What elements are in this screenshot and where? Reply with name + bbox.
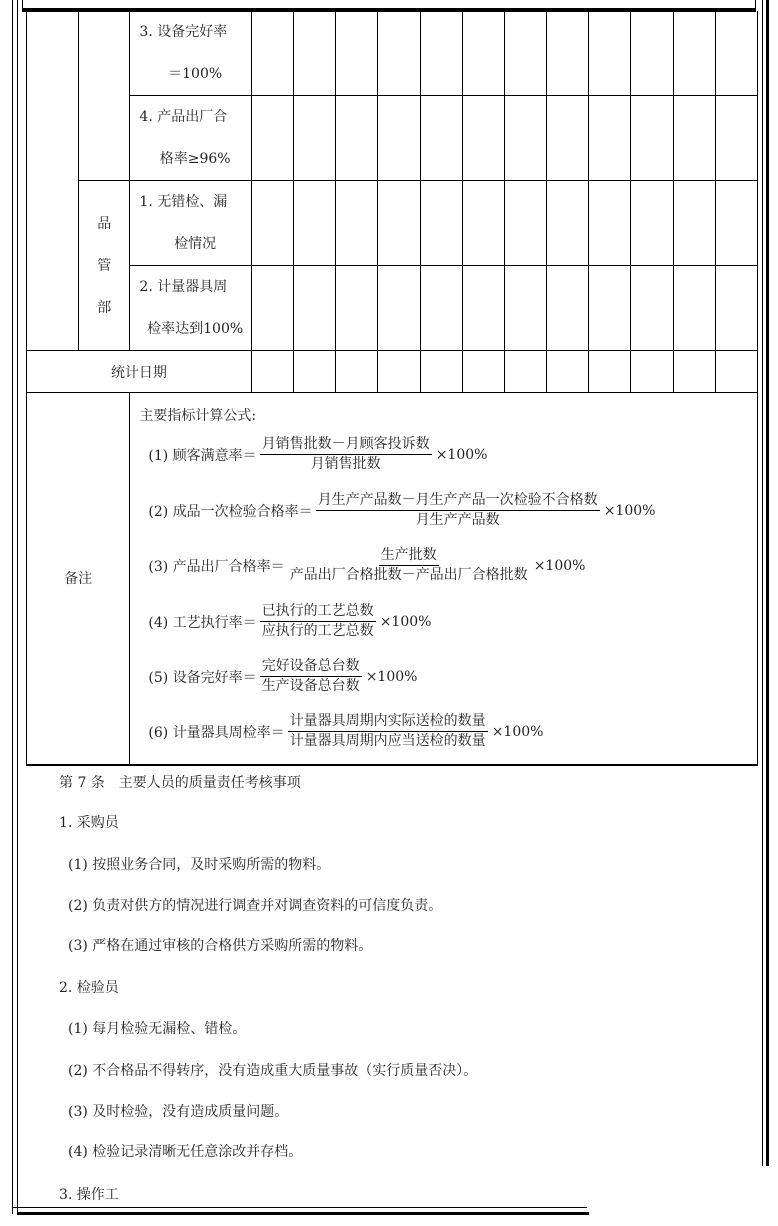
list-item: (4) 检验记录清晰无任意涂改并存档。 bbox=[68, 1144, 303, 1160]
table-row bbox=[27, 266, 758, 351]
indicator-cell bbox=[130, 96, 251, 181]
month-cell bbox=[547, 351, 589, 393]
month-cell bbox=[504, 96, 546, 181]
month-cell bbox=[589, 266, 631, 351]
formula bbox=[148, 436, 487, 473]
formula-label: (4) 工艺执行率＝ bbox=[148, 614, 257, 631]
denominator: 应执行的工艺总数 bbox=[261, 623, 374, 639]
stat-date-label: 统计日期 bbox=[27, 351, 252, 393]
department-cell bbox=[79, 11, 130, 181]
indicator-cell bbox=[130, 181, 251, 266]
denominator: 计量器具周期内应当送检的数量 bbox=[289, 733, 486, 749]
multiplier: ×100% bbox=[435, 446, 488, 463]
month-cell bbox=[378, 351, 420, 393]
formula bbox=[148, 658, 417, 695]
month-cell bbox=[631, 181, 673, 266]
multiplier: ×100% bbox=[379, 613, 432, 630]
month-cell bbox=[462, 266, 504, 351]
frame-bottom-border bbox=[12, 1207, 587, 1208]
formula-label: (3) 产品出厂合格率＝ bbox=[148, 558, 285, 575]
table-row bbox=[27, 181, 758, 266]
month-cell bbox=[378, 11, 420, 96]
month-cell bbox=[251, 181, 293, 266]
month-cell bbox=[673, 11, 715, 96]
indicator-cell bbox=[130, 266, 251, 351]
denominator: 月销售批数 bbox=[310, 456, 381, 472]
month-cell bbox=[589, 96, 631, 181]
section-title: 3. 操作工 bbox=[59, 1187, 119, 1203]
frame-right-border bbox=[766, 0, 769, 1166]
list-item: (2) 负责对供方的情况进行调查并对调查资料的可信度负责。 bbox=[68, 898, 443, 914]
month-cell bbox=[294, 181, 336, 266]
formula bbox=[148, 492, 655, 529]
list-item: (2) 不合格品不得转序，没有造成重大质量事故（实行质量否决）。 bbox=[68, 1063, 478, 1079]
month-cell bbox=[294, 351, 336, 393]
denominator: 生产设备总台数 bbox=[261, 678, 360, 694]
section-title: 2. 检验员 bbox=[59, 980, 119, 996]
month-cell bbox=[547, 181, 589, 266]
month-cell bbox=[336, 11, 378, 96]
month-cell bbox=[673, 181, 715, 266]
list-item: (1) 每月检验无漏检、错检。 bbox=[68, 1021, 247, 1037]
section-title: 1. 采购员 bbox=[59, 815, 119, 831]
indicator-text: ＝100% bbox=[168, 66, 223, 82]
month-cell bbox=[715, 96, 757, 181]
month-cell bbox=[547, 266, 589, 351]
numerator: 月生产产品数－月生产产品一次检验不合格数 bbox=[316, 492, 600, 511]
month-cell bbox=[504, 266, 546, 351]
month-cell bbox=[715, 266, 757, 351]
month-cell bbox=[378, 181, 420, 266]
month-cell bbox=[420, 96, 462, 181]
table-row bbox=[27, 11, 758, 96]
month-cell bbox=[420, 11, 462, 96]
indicator-text: 格率≥96% bbox=[159, 151, 231, 167]
month-cell bbox=[251, 96, 293, 181]
indicator-text: 3. 设备完好率 bbox=[139, 24, 228, 40]
denominator: 月生产产品数 bbox=[415, 512, 500, 528]
month-cell bbox=[673, 266, 715, 351]
indicator-cell bbox=[130, 11, 251, 96]
month-cell bbox=[504, 351, 546, 393]
formula-label: (1) 顾客满意率＝ bbox=[148, 447, 257, 464]
month-cell bbox=[420, 266, 462, 351]
formula bbox=[148, 713, 543, 750]
multiplier: ×100% bbox=[365, 668, 418, 685]
month-cell bbox=[715, 181, 757, 266]
article-heading: 第 7 条 主要人员的质量责任考核事项 bbox=[59, 775, 301, 791]
month-cell bbox=[631, 96, 673, 181]
formula-label: (6) 计量器具周检率＝ bbox=[148, 724, 285, 741]
month-cell bbox=[378, 96, 420, 181]
fraction bbox=[260, 658, 362, 695]
indicator-text: 检率达到100% bbox=[147, 321, 244, 337]
month-cell bbox=[462, 11, 504, 96]
formula-label: (5) 设备完好率＝ bbox=[148, 669, 257, 686]
department-quality-cell bbox=[79, 181, 130, 351]
month-cell bbox=[631, 11, 673, 96]
formula bbox=[148, 603, 431, 640]
multiplier: ×100% bbox=[533, 557, 586, 574]
month-cell bbox=[673, 96, 715, 181]
fraction bbox=[316, 492, 600, 529]
formula-label: (2) 成品一次检验合格率＝ bbox=[148, 503, 313, 520]
month-cell bbox=[420, 351, 462, 393]
month-cell bbox=[589, 11, 631, 96]
indicator-text: 检情况 bbox=[174, 236, 217, 252]
denominator: 产品出厂合格批数－产品出厂合格批数 bbox=[289, 567, 528, 583]
list-item: (3) 及时检验，没有造成质量问题。 bbox=[68, 1104, 289, 1120]
numerator: 完好设备总台数 bbox=[260, 658, 362, 677]
formula-heading: 主要指标计算公式: bbox=[139, 408, 257, 424]
multiplier: ×100% bbox=[603, 502, 656, 519]
month-cell bbox=[715, 11, 757, 96]
month-cell bbox=[336, 181, 378, 266]
month-cell bbox=[673, 351, 715, 393]
month-cell bbox=[462, 181, 504, 266]
month-cell bbox=[420, 181, 462, 266]
fraction bbox=[260, 436, 432, 473]
list-item: (3) 严格在通过审核的合格供方采购所需的物料。 bbox=[68, 938, 373, 954]
frame-left-border bbox=[12, 0, 13, 1214]
month-cell bbox=[336, 351, 378, 393]
quality-indicator-table bbox=[26, 11, 758, 766]
month-cell bbox=[504, 11, 546, 96]
remarks-content bbox=[130, 393, 758, 765]
month-cell bbox=[251, 11, 293, 96]
frame-left-border bbox=[17, 0, 18, 1214]
month-cell bbox=[715, 351, 757, 393]
month-cell bbox=[294, 266, 336, 351]
numerator: 月销售批数－月顾客投诉数 bbox=[260, 436, 432, 455]
numerator: 生产批数 bbox=[379, 547, 439, 566]
numerator: 已执行的工艺总数 bbox=[260, 603, 376, 622]
fraction bbox=[288, 713, 488, 750]
fraction bbox=[260, 603, 376, 640]
formula bbox=[148, 547, 585, 584]
multiplier: ×100% bbox=[491, 723, 544, 740]
month-cell bbox=[251, 266, 293, 351]
month-cell bbox=[336, 266, 378, 351]
frame-bottom-border bbox=[17, 1212, 589, 1215]
month-cell bbox=[589, 181, 631, 266]
month-cell bbox=[294, 96, 336, 181]
indicator-text: 1. 无错检、漏 bbox=[139, 194, 228, 210]
indicator-text: 2. 计量器具周 bbox=[139, 279, 228, 295]
fraction bbox=[288, 547, 530, 584]
numerator: 计量器具周期内实际送检的数量 bbox=[288, 713, 488, 732]
month-cell bbox=[336, 96, 378, 181]
remarks-row bbox=[27, 393, 758, 765]
month-cell bbox=[251, 351, 293, 393]
department-char: 品 bbox=[97, 215, 112, 232]
indicator-text: 4. 产品出厂合 bbox=[139, 109, 228, 125]
department-char: 部 bbox=[97, 299, 112, 316]
category-cell bbox=[27, 11, 79, 351]
month-cell bbox=[631, 266, 673, 351]
table-row bbox=[27, 96, 758, 181]
month-cell bbox=[504, 181, 546, 266]
month-cell bbox=[589, 351, 631, 393]
month-cell bbox=[294, 11, 336, 96]
department-char: 管 bbox=[97, 257, 112, 274]
month-cell bbox=[547, 11, 589, 96]
month-cell bbox=[462, 96, 504, 181]
month-cell bbox=[631, 351, 673, 393]
frame-right-border bbox=[762, 0, 763, 1166]
stat-date-row bbox=[27, 351, 758, 393]
remarks-label: 备注 bbox=[27, 393, 130, 765]
month-cell bbox=[462, 351, 504, 393]
month-cell bbox=[378, 266, 420, 351]
month-cell bbox=[547, 96, 589, 181]
list-item: (1) 按照业务合同，及时采购所需的物料。 bbox=[68, 857, 331, 873]
